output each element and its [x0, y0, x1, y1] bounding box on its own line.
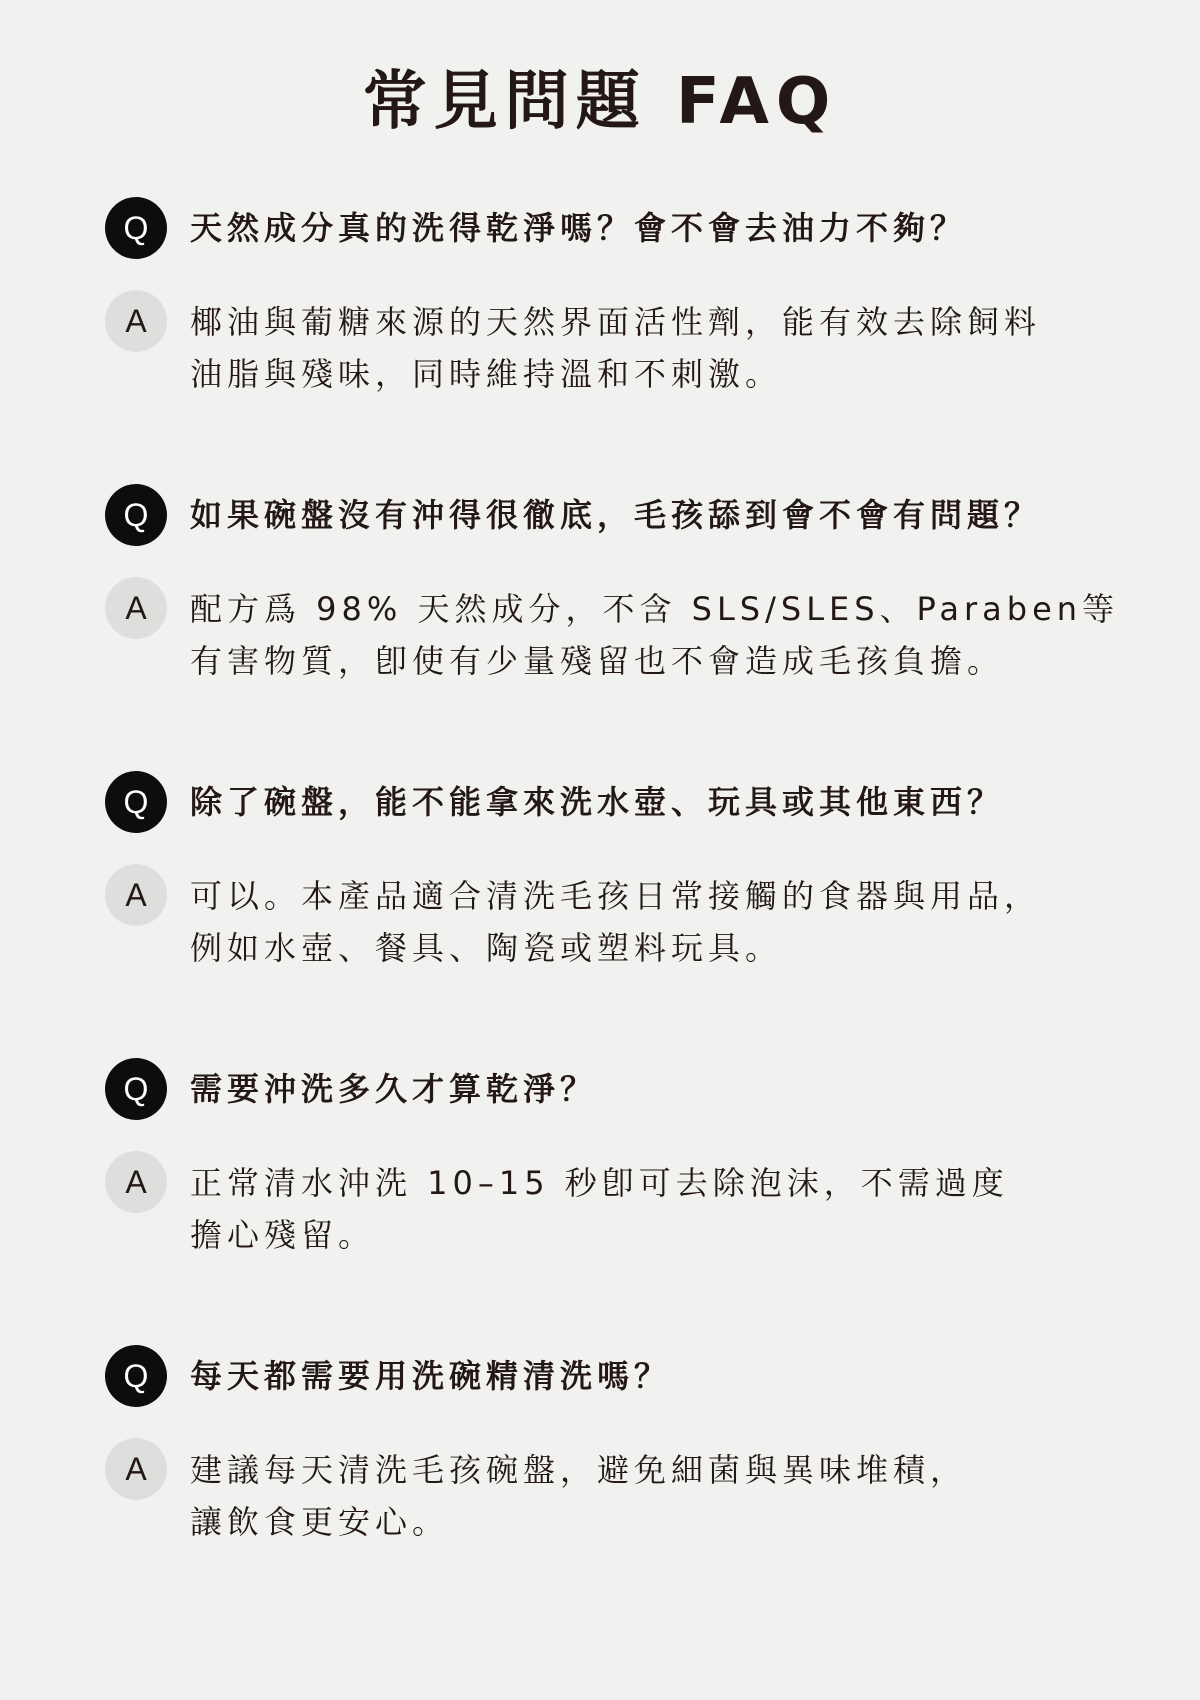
- a-badge-icon: A: [105, 1438, 167, 1500]
- answer-text: [190, 583, 1119, 687]
- a-badge-icon: A: [105, 290, 167, 352]
- faq-item: [105, 1058, 1105, 1345]
- faq-list: [105, 197, 1120, 1632]
- answer-line: 正常清水沖洗 10–15 秒卽可去除泡沫，不需過度: [190, 1164, 1009, 1202]
- answer-row: [105, 290, 1105, 400]
- answer-line: 讓飲食更安心。: [190, 1503, 450, 1541]
- faq-item: [105, 771, 1105, 1058]
- answer-row: [105, 1151, 1105, 1261]
- faq-item: [105, 484, 1120, 771]
- question-text: 需要沖洗多久才算乾淨？: [190, 1070, 598, 1108]
- question-text: 除了碗盤，能不能拿來洗水壺、玩具或其他東西？: [190, 783, 1005, 821]
- faq-item: [105, 1345, 1105, 1632]
- q-badge-icon: Q: [105, 197, 167, 259]
- question-text: 每天都需要用洗碗精清洗嗎？: [190, 1357, 672, 1395]
- a-badge-icon: A: [105, 1151, 167, 1213]
- answer-line: 擔心殘留。: [190, 1216, 376, 1254]
- question-row: [105, 771, 1105, 833]
- answer-row: [105, 864, 1105, 974]
- answer-line: 椰油與葡糖來源的天然界面活性劑，能有效去除飼料: [190, 303, 1042, 341]
- faq-item: [105, 197, 1105, 484]
- answer-text: [190, 296, 1041, 400]
- q-badge-icon: Q: [105, 484, 167, 546]
- answer-line: 有害物質，卽使有少量殘留也不會造成毛孩負擔。: [190, 642, 1005, 680]
- answer-line: 建議每天清洗毛孩碗盤，避免細菌與異味堆積，: [190, 1451, 968, 1489]
- q-badge-icon: Q: [105, 771, 167, 833]
- question-text: 如果碗盤沒有沖得很徹底，毛孩舔到會不會有問題？: [190, 496, 1042, 534]
- answer-line: 配方爲 98% 天然成分，不含 SLS/SLES、Paraben等: [190, 590, 1120, 628]
- q-badge-icon: Q: [105, 1058, 167, 1120]
- page-title: 常見問題 FAQ: [362, 65, 838, 139]
- answer-text: [190, 870, 1041, 974]
- answer-row: [105, 1438, 1105, 1548]
- a-badge-icon: A: [105, 864, 167, 926]
- answer-line: 油脂與殘味，同時維持溫和不刺激。: [190, 355, 783, 393]
- answer-line: 可以。本產品適合清洗毛孩日常接觸的食器與用品，: [190, 877, 1042, 915]
- q-badge-icon: Q: [105, 1345, 167, 1407]
- answer-line: 例如水壺、餐具、陶瓷或塑料玩具。: [190, 929, 783, 967]
- question-row: [105, 484, 1105, 546]
- answer-text: [190, 1157, 1009, 1261]
- question-row: [105, 197, 1105, 259]
- a-badge-icon: A: [105, 577, 167, 639]
- answer-text: [190, 1444, 967, 1548]
- question-row: [105, 1345, 1105, 1407]
- answer-row: [105, 577, 1120, 687]
- question-row: [105, 1058, 1105, 1120]
- question-text: 天然成分真的洗得乾淨嗎？會不會去油力不夠？: [190, 209, 968, 247]
